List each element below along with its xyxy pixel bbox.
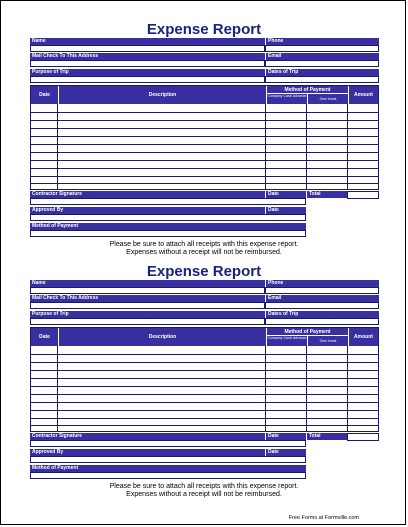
amount-column-header: Amount [348,328,378,346]
receipt-note-line-2: Expenses without a receipt will not be reimbursed. [126,491,282,498]
method-of-payment-label: Method of Payment [30,223,306,230]
name-label: Name [30,280,265,287]
total-field[interactable] [347,433,379,441]
footer-credit: Free Forms at Formville.com [288,515,359,521]
method-of-payment-column-header: Method of Payment [266,328,348,335]
method-of-payment-label: Method of Payment [30,465,306,472]
contractor-signature-label: Contractor Signature [30,433,265,440]
form-title: Expense Report [146,21,262,38]
method-of-payment-field[interactable] [30,472,306,479]
purpose-field[interactable] [30,318,265,325]
receipt-note-line-1: Please be sure to attach all receipts with this expense report. [109,483,299,490]
signature-date-label: Date [265,191,306,198]
form-title: Expense Report [146,263,262,280]
expense-table [30,85,379,190]
contractor-signature-label: Contractor Signature [30,191,265,198]
approved-by-label: Approved By [30,207,265,214]
email-field[interactable] [265,302,379,309]
approved-date-label: Date [265,207,306,214]
phone-field[interactable] [265,45,379,52]
own-funds-column-header: Own funds [307,335,348,346]
dates-label: Dates of Trip [265,69,379,76]
name-field[interactable] [30,45,265,52]
total-field[interactable] [347,191,379,199]
dates-field[interactable] [265,76,379,83]
email-label: Email [265,295,379,302]
dates-field[interactable] [265,318,379,325]
phone-label: Phone [265,280,379,287]
phone-field[interactable] [265,287,379,294]
purpose-label: Purpose of Trip [30,69,265,76]
description-column-header: Description [58,328,266,346]
mail-check-field[interactable] [30,60,265,67]
total-label: Total [306,433,347,440]
total-label: Total [306,191,347,198]
date-column-header: Date [31,328,58,346]
name-label: Name [30,38,265,45]
company-card-column-header: Company Card/ Advance [266,93,307,104]
approved-date-label: Date [265,449,306,456]
expense-table [30,327,379,432]
method-of-payment-field[interactable] [30,230,306,237]
amount-column-header: Amount [348,86,378,104]
own-funds-column-header: Own funds [307,93,348,104]
mail-check-label: Mail Check To This Address [30,53,265,60]
description-column-header: Description [58,86,266,104]
dates-label: Dates of Trip [265,311,379,318]
purpose-label: Purpose of Trip [30,311,265,318]
signature-date-label: Date [265,433,306,440]
method-of-payment-column-header: Method of Payment [266,86,348,93]
approved-by-label: Approved By [30,449,265,456]
email-field[interactable] [265,60,379,67]
mail-check-field[interactable] [30,302,265,309]
receipt-note-line-1: Please be sure to attach all receipts with this expense report. [109,241,299,248]
approved-by-field[interactable] [30,456,306,463]
contractor-signature-field[interactable] [30,440,306,447]
contractor-signature-field[interactable] [30,198,306,205]
approved-by-field[interactable] [30,214,306,221]
email-label: Email [265,53,379,60]
phone-label: Phone [265,38,379,45]
expense-report-form-2 [1,243,406,503]
mail-check-label: Mail Check To This Address [30,295,265,302]
name-field[interactable] [30,287,265,294]
date-column-header: Date [31,86,58,104]
expense-report-form-1 [1,1,406,261]
purpose-field[interactable] [30,76,265,83]
company-card-column-header: Company Card/ Advance [266,335,307,346]
receipt-note-line-2: Expenses without a receipt will not be reimbursed. [126,249,282,256]
